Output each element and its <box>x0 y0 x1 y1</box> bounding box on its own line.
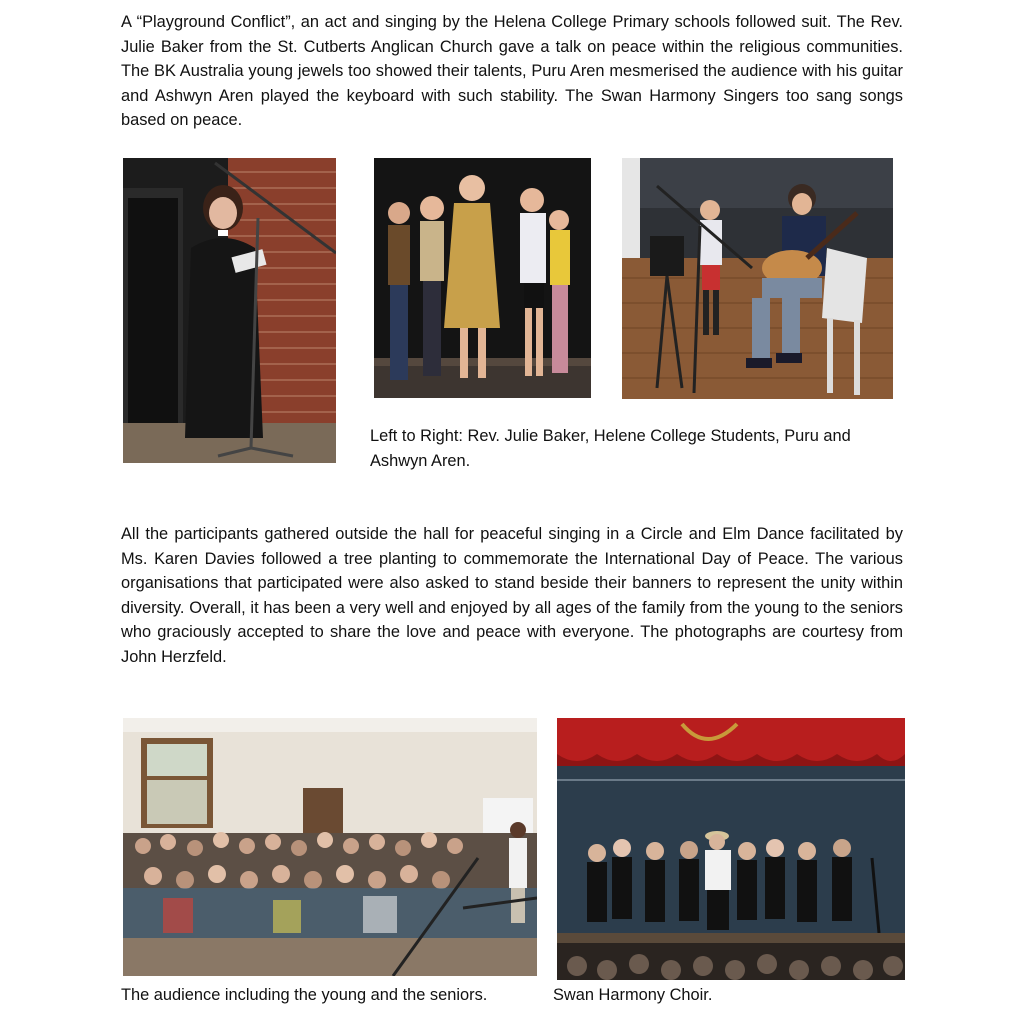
caption-choir: Swan Harmony Choir. <box>553 986 713 1004</box>
paragraph-intro: A “Playground Conflict”, an act and singing by the Helena College Primary schools followed suit. The Rev. Julie Baker from the St. Cutberts Anglican Church gave a talk on peace within the religious communities. The BK Australia young jewels too showed their talents, Puru Aren mesmerised the audience with his guitar and Ashwyn Aren played the keyboard with such stability. The Swan Harmony Singers too sang songs based on peace. <box>121 13 903 130</box>
paragraph-outdoor: All the participants gathered outside the hall for peaceful singing in a Circle and Elm Dance facilitated by Ms. Karen Davies followed a tree planting to commemorate the International Day of Peace. The various organisations that participated were also asked to stand beside their banners to represent the unity within diversity. Overall, it has been a very well and enjoyed by all ages of the family from the young to the seniors who graciously accepted to share the love and peace with everyone. The photographs are courtesy from John Herzfeld. <box>121 525 903 666</box>
caption-audience: The audience including the young and the seniors. <box>121 986 488 1004</box>
photo-guitar-keyboard <box>622 158 893 399</box>
photo-reverend-speaking <box>123 158 336 463</box>
photo-audience-hall <box>123 718 537 976</box>
photo-students-performing <box>374 158 591 398</box>
caption-top-row: Left to Right: Rev. Julie Baker, Helene College Students, Puru and Ashwyn Aren. <box>370 427 851 470</box>
photo-choir-stage <box>557 718 905 980</box>
